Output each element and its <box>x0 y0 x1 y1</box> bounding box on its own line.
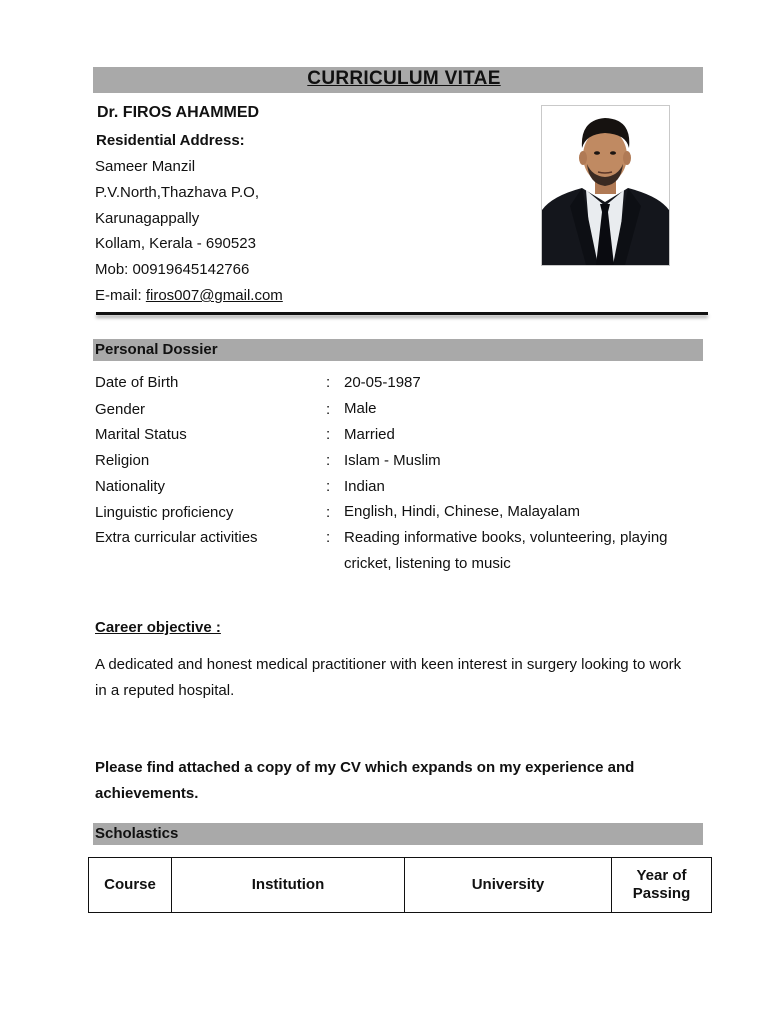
gender-colon: : <box>326 401 331 418</box>
language-label: Linguistic proficiency <box>95 504 234 521</box>
gender-value: Male <box>344 400 377 417</box>
activities-colon: : <box>326 529 331 546</box>
profile-photo <box>541 105 670 266</box>
scholastics-bar <box>93 823 703 845</box>
section-heading-personal: Personal Dossier <box>95 341 218 358</box>
religion-value: Islam - Muslim <box>344 452 441 469</box>
career-objective-text: A dedicated and honest medical practitioner with keen interest in surgery looking to work in a reputed hospital. <box>95 656 682 699</box>
column-header-university: University <box>405 858 612 913</box>
email-label: E-mail: <box>95 287 146 304</box>
career-objective-heading: Career objective : <box>95 619 221 636</box>
religion-colon: : <box>326 452 331 469</box>
address-label: Residential Address: <box>96 132 245 149</box>
personal-dossier-bar <box>93 339 703 361</box>
email-link[interactable]: firos007@gmail.com <box>145 287 283 304</box>
email-row <box>95 287 283 305</box>
activities-label: Extra curricular activities <box>95 529 258 546</box>
mobile-number: Mob: 00919645142766 <box>95 261 250 278</box>
language-value: English, Hindi, Chinese, Malayalam <box>344 503 580 520</box>
candidate-name: Dr. FIROS AHAMMED <box>97 104 260 121</box>
nationality-label: Nationality <box>95 478 166 495</box>
page-title: CURRICULUM VITAE <box>307 68 501 89</box>
column-header-institution: Institution <box>172 858 405 913</box>
address-line: Kollam, Kerala - 690523 <box>95 235 256 252</box>
column-header-course: Course <box>89 858 172 913</box>
profile-photo-illustration <box>542 106 669 265</box>
marital-label: Marital Status <box>95 426 187 443</box>
marital-colon: : <box>326 426 331 443</box>
column-header-year: Year of Passing <box>612 858 712 913</box>
activities-value: Reading informative books, volunteering, playing cricket, listening to music <box>344 529 668 572</box>
dob-colon: : <box>326 374 331 391</box>
address-line: Karunagappally <box>95 210 200 227</box>
marital-value: Married <box>344 426 395 443</box>
dob-value: 20-05-1987 <box>344 374 421 391</box>
nationality-colon: : <box>326 478 331 495</box>
address-line: Sameer Manzil <box>95 158 196 175</box>
title-bar <box>93 67 703 93</box>
dob-label: Date of Birth <box>95 374 179 391</box>
religion-label: Religion <box>95 452 150 469</box>
header-divider <box>96 312 708 315</box>
gender-label: Gender <box>95 401 146 418</box>
table-header-row <box>89 858 712 913</box>
section-heading-scholastics: Scholastics <box>95 825 179 842</box>
nationality-value: Indian <box>344 478 385 495</box>
scholastics-table <box>88 857 712 913</box>
language-colon: : <box>326 504 331 521</box>
attachment-note: Please find attached a copy of my CV which expands on my experience and achievements. <box>95 759 635 802</box>
address-line: P.V.North,Thazhava P.O, <box>95 184 259 201</box>
